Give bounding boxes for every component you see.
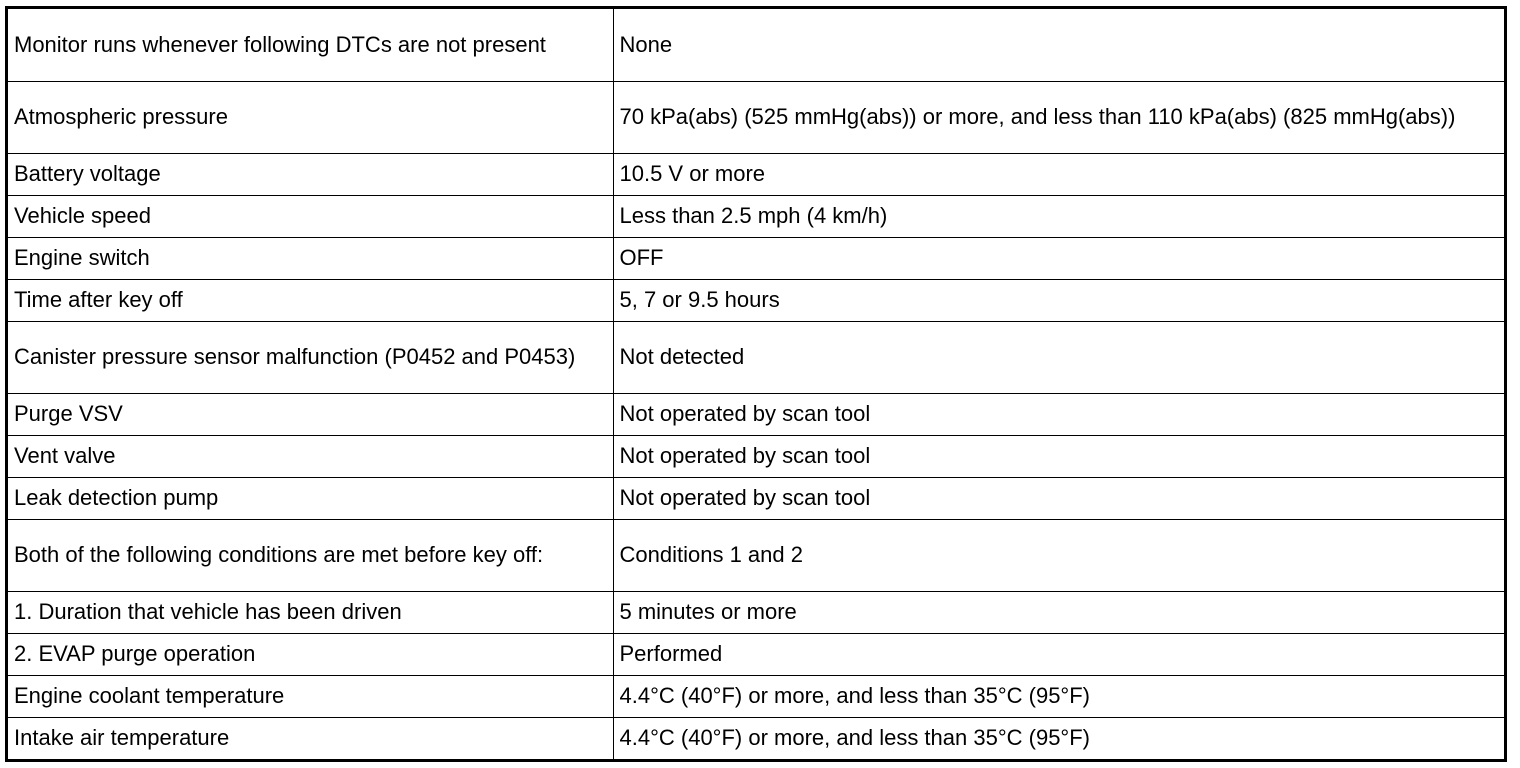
- condition-spec: Less than 2.5 mph (4 km/h): [613, 195, 1504, 237]
- condition-spec: Not operated by scan tool: [613, 477, 1504, 519]
- condition-item: Time after key off: [8, 279, 613, 321]
- condition-item: Both of the following conditions are met before key off:: [8, 519, 613, 591]
- table-row: [8, 195, 1504, 237]
- conditions-table-grid: [8, 9, 1504, 759]
- condition-item: Battery voltage: [8, 153, 613, 195]
- table-row: [8, 717, 1504, 759]
- condition-item: Purge VSV: [8, 393, 613, 435]
- table-row: [8, 393, 1504, 435]
- condition-spec: 70 kPa(abs) (525 mmHg(abs)) or more, and less than 110 kPa(abs) (825 mmHg(abs)): [613, 81, 1504, 153]
- condition-spec: 5, 7 or 9.5 hours: [613, 279, 1504, 321]
- condition-spec: None: [613, 9, 1504, 81]
- table-row: [8, 633, 1504, 675]
- condition-spec: OFF: [613, 237, 1504, 279]
- table-row: [8, 9, 1504, 81]
- condition-spec: Performed: [613, 633, 1504, 675]
- table-row: [8, 435, 1504, 477]
- table-row: [8, 81, 1504, 153]
- table-row: [8, 279, 1504, 321]
- condition-item: Vehicle speed: [8, 195, 613, 237]
- condition-item: 1. Duration that vehicle has been driven: [8, 591, 613, 633]
- condition-item: Leak detection pump: [8, 477, 613, 519]
- condition-spec: Not operated by scan tool: [613, 435, 1504, 477]
- table-row: [8, 591, 1504, 633]
- table-row: [8, 675, 1504, 717]
- condition-spec: 10.5 V or more: [613, 153, 1504, 195]
- table-row: [8, 477, 1504, 519]
- condition-item: Monitor runs whenever following DTCs are not present: [8, 9, 613, 81]
- table-row: [8, 237, 1504, 279]
- condition-spec: 4.4°C (40°F) or more, and less than 35°C (95°F): [613, 675, 1504, 717]
- condition-spec: 5 minutes or more: [613, 591, 1504, 633]
- table-row: [8, 321, 1504, 393]
- table-row: [8, 519, 1504, 591]
- condition-item: Intake air temperature: [8, 717, 613, 759]
- condition-item: Atmospheric pressure: [8, 81, 613, 153]
- condition-spec: Conditions 1 and 2: [613, 519, 1504, 591]
- condition-spec: Not detected: [613, 321, 1504, 393]
- condition-item: Canister pressure sensor malfunction (P0452 and P0453): [8, 321, 613, 393]
- condition-item: Vent valve: [8, 435, 613, 477]
- condition-spec: Not operated by scan tool: [613, 393, 1504, 435]
- condition-item: 2. EVAP purge operation: [8, 633, 613, 675]
- conditions-table: [5, 6, 1507, 762]
- condition-item: Engine coolant temperature: [8, 675, 613, 717]
- condition-spec: 4.4°C (40°F) or more, and less than 35°C (95°F): [613, 717, 1504, 759]
- condition-item: Engine switch: [8, 237, 613, 279]
- table-row: [8, 153, 1504, 195]
